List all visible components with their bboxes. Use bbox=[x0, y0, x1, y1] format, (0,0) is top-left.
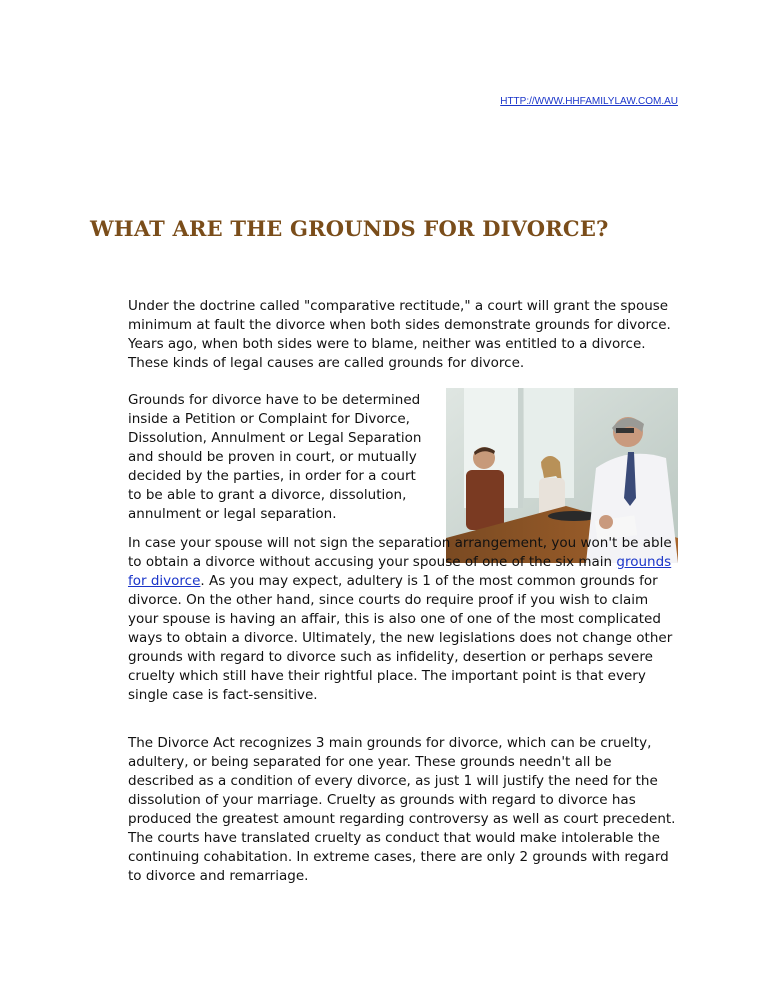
paragraph-2: Grounds for divorce have to be determined inside a Petition or Complaint for Divorce, Dissolution, Annulment or Legal Separation and should be proven in court, or mutually decided by the parties, in order for a court to be able to grant a divorce, dissolution, annulment or legal separation. bbox=[128, 392, 422, 522]
paragraph-3 bbox=[128, 534, 680, 705]
paragraph-4: The Divorce Act recognizes 3 main grounds for divorce, which can be cruelty, adultery, or being separated for one year. These grounds needn't all be described as a condition of every divorce, as just 1 will justify the need for the dissolution of your marriage. Cruelty as grounds with regard to divorce has produced the greatest amount regarding controversy as well as court precedent. The courts have translated cruelty as conduct that would make intolerable the continuing cohabitation. In extreme cases, there are only 2 grounds with regard to divorce and remarriage. bbox=[128, 735, 676, 884]
header-url-link[interactable]: HTTP://WWW.HHFAMILYLAW.COM.AU bbox=[500, 96, 678, 107]
grounds-for-divorce-link[interactable]: grounds for divorce bbox=[128, 554, 672, 589]
paragraph-1: Under the doctrine called "comparative rectitude," a court will grant the spouse minimum at fault the divorce when both sides demonstrate grounds for divorce. Years ago, when both sides were to blame, neither was entitled to a divorce. These kinds of legal causes are called grounds for divorce. bbox=[128, 298, 671, 371]
page-title: WHAT ARE THE GROUNDS FOR DIVORCE? bbox=[90, 216, 609, 241]
paragraph-3-text-before: In case your spouse will not sign the separation arrangement, you won't be able to obtain a divorce without accusing your spouse of one of the six main bbox=[128, 535, 672, 570]
paragraph-3-text-after: . As you may expect, adultery is 1 of the most common grounds for divorce. On the other hand, since courts do require proof if you wish to claim your spouse is having an affair, this is also one of one of the most complicated ways to obtain a divorce. Ultimately, the new legislations does not change other grounds with regard to divorce such as infidelity, desertion or perhaps severe cruelty which still have their rightful place. The important point is that every single case is fact-sensitive. bbox=[128, 573, 673, 703]
